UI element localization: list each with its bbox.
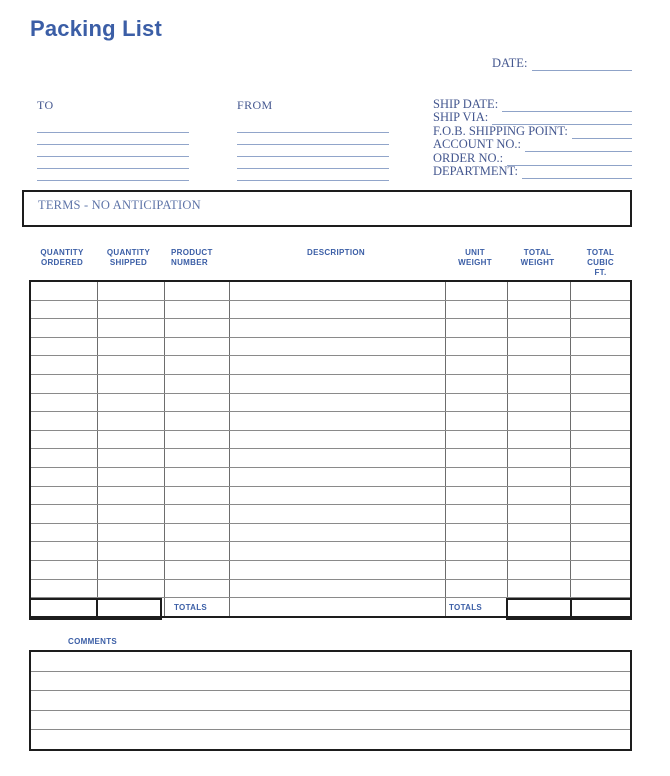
table-cell[interactable] bbox=[229, 467, 445, 486]
table-cell[interactable] bbox=[445, 337, 507, 356]
table-cell[interactable] bbox=[507, 505, 570, 524]
table-cell[interactable] bbox=[570, 319, 630, 338]
table-cell[interactable] bbox=[507, 560, 570, 579]
totals-weight-divider bbox=[570, 600, 572, 618]
table-cell[interactable] bbox=[164, 393, 229, 412]
items-table-body bbox=[31, 282, 630, 616]
table-row bbox=[31, 337, 630, 356]
table-row bbox=[31, 560, 630, 579]
table-cell[interactable] bbox=[97, 356, 164, 375]
table-cell[interactable] bbox=[31, 374, 97, 393]
table-cell[interactable] bbox=[570, 374, 630, 393]
date-label: DATE: bbox=[492, 56, 528, 70]
column-header-description bbox=[228, 248, 444, 258]
table-cell[interactable] bbox=[164, 430, 229, 449]
table-cell[interactable] bbox=[570, 486, 630, 505]
quantity-ordered-line-1: QUANTITY bbox=[40, 248, 84, 257]
table-cell[interactable] bbox=[31, 523, 97, 542]
table-row bbox=[31, 449, 630, 468]
fob-shipping-point-label: F.O.B. SHIPPING POINT: bbox=[433, 123, 568, 138]
department-input-rule[interactable] bbox=[522, 167, 632, 179]
table-cell[interactable] bbox=[31, 467, 97, 486]
table-cell[interactable] bbox=[570, 579, 630, 598]
order-no-input-rule[interactable] bbox=[507, 154, 632, 166]
table-cell[interactable] bbox=[164, 579, 229, 598]
table-cell[interactable] bbox=[229, 282, 445, 300]
table-row bbox=[31, 374, 630, 393]
department-field[interactable] bbox=[433, 166, 632, 180]
table-cell[interactable] bbox=[31, 430, 97, 449]
table-cell[interactable] bbox=[570, 560, 630, 579]
table-cell[interactable] bbox=[507, 356, 570, 375]
totals-weight-boxes[interactable] bbox=[506, 598, 632, 620]
table-cell[interactable] bbox=[229, 486, 445, 505]
to-line-3[interactable] bbox=[37, 145, 189, 157]
table-cell[interactable] bbox=[445, 430, 507, 449]
shipping-info-block bbox=[433, 98, 632, 179]
total-cubic-ft-line-3: FT. bbox=[594, 268, 607, 277]
table-cell[interactable] bbox=[229, 542, 445, 561]
table-cell[interactable] bbox=[31, 356, 97, 375]
table-cell[interactable] bbox=[97, 560, 164, 579]
table-cell[interactable] bbox=[570, 523, 630, 542]
table-cell[interactable] bbox=[507, 430, 570, 449]
fob-shipping-point-input-rule[interactable] bbox=[572, 127, 632, 139]
table-cell[interactable] bbox=[229, 430, 445, 449]
table-cell[interactable] bbox=[97, 393, 164, 412]
unit-weight-line-2: WEIGHT bbox=[458, 258, 492, 267]
table-cell[interactable] bbox=[570, 282, 630, 300]
table-cell[interactable] bbox=[507, 542, 570, 561]
table-cell[interactable] bbox=[97, 542, 164, 561]
table-cell[interactable] bbox=[31, 486, 97, 505]
table-cell[interactable] bbox=[229, 412, 445, 431]
totals-label-right: TOTALS bbox=[449, 603, 483, 612]
table-cell[interactable] bbox=[31, 300, 97, 319]
date-input-rule[interactable] bbox=[532, 58, 632, 71]
table-cell[interactable] bbox=[570, 505, 630, 524]
from-line-1[interactable] bbox=[237, 121, 389, 133]
comments-box[interactable] bbox=[29, 650, 632, 751]
table-cell[interactable] bbox=[164, 505, 229, 524]
totals-label-left: TOTALS bbox=[174, 603, 208, 612]
table-cell[interactable] bbox=[507, 300, 570, 319]
table-cell[interactable] bbox=[97, 300, 164, 319]
from-line-2[interactable] bbox=[237, 133, 389, 145]
account-no-input-rule[interactable] bbox=[525, 140, 632, 152]
from-line-5[interactable] bbox=[237, 169, 389, 181]
table-cell[interactable] bbox=[229, 579, 445, 598]
table-row bbox=[31, 393, 630, 412]
table-cell[interactable] bbox=[164, 486, 229, 505]
table-cell[interactable] bbox=[31, 542, 97, 561]
table-cell[interactable] bbox=[445, 282, 507, 300]
table-cell[interactable] bbox=[507, 449, 570, 468]
from-line-4[interactable] bbox=[237, 157, 389, 169]
table-cell[interactable] bbox=[164, 319, 229, 338]
table-cell[interactable] bbox=[570, 430, 630, 449]
table-cell[interactable] bbox=[445, 356, 507, 375]
table-cell[interactable] bbox=[507, 374, 570, 393]
table-cell[interactable] bbox=[164, 356, 229, 375]
table-cell[interactable] bbox=[445, 449, 507, 468]
total-weight-line-2: WEIGHT bbox=[520, 258, 555, 267]
comments-row bbox=[31, 671, 630, 691]
to-line-4[interactable] bbox=[37, 157, 189, 169]
table-cell[interactable] bbox=[507, 393, 570, 412]
order-no-label: ORDER NO.: bbox=[433, 150, 504, 165]
table-cell[interactable] bbox=[164, 542, 229, 561]
table-cell[interactable] bbox=[164, 412, 229, 431]
table-cell[interactable] bbox=[229, 523, 445, 542]
table-row bbox=[31, 486, 630, 505]
table-cell[interactable] bbox=[97, 486, 164, 505]
table-cell[interactable] bbox=[164, 374, 229, 393]
table-cell[interactable] bbox=[570, 467, 630, 486]
table-cell[interactable] bbox=[507, 467, 570, 486]
total-cubic-ft-line-2: CUBIC bbox=[587, 258, 614, 267]
table-cell[interactable] bbox=[229, 337, 445, 356]
comments-row bbox=[31, 652, 630, 671]
table-cell[interactable] bbox=[445, 486, 507, 505]
table-cell[interactable] bbox=[445, 393, 507, 412]
table-cell[interactable] bbox=[445, 505, 507, 524]
terms-text: TERMS - NO ANTICIPATION bbox=[38, 198, 201, 212]
table-cell[interactable] bbox=[97, 412, 164, 431]
table-cell[interactable] bbox=[229, 449, 445, 468]
items-table bbox=[29, 280, 632, 618]
table-row bbox=[31, 300, 630, 319]
comments-cell[interactable] bbox=[31, 730, 630, 749]
table-cell[interactable] bbox=[164, 449, 229, 468]
table-cell[interactable] bbox=[97, 449, 164, 468]
quantity-shipped-line-1: QUANTITY bbox=[106, 248, 151, 257]
from-address-block bbox=[237, 98, 389, 181]
table-cell[interactable] bbox=[164, 282, 229, 300]
comments-cell[interactable] bbox=[31, 691, 630, 711]
table-cell[interactable] bbox=[164, 523, 229, 542]
table-row bbox=[31, 319, 630, 338]
table-cell[interactable] bbox=[97, 430, 164, 449]
table-cell[interactable] bbox=[507, 337, 570, 356]
table-cell[interactable] bbox=[445, 542, 507, 561]
comments-cell[interactable] bbox=[31, 652, 630, 671]
product-number-line-1: PRODUCT bbox=[171, 248, 213, 257]
table-cell[interactable] bbox=[97, 282, 164, 300]
table-cell[interactable] bbox=[164, 467, 229, 486]
table-cell[interactable] bbox=[31, 337, 97, 356]
table-cell[interactable] bbox=[570, 542, 630, 561]
table-cell[interactable] bbox=[445, 579, 507, 598]
ship-date-input-rule[interactable] bbox=[502, 100, 632, 112]
table-row bbox=[31, 356, 630, 375]
table-cell[interactable] bbox=[97, 579, 164, 598]
column-header-unit-weight bbox=[444, 248, 506, 268]
comments-label: COMMENTS bbox=[68, 637, 118, 646]
table-cell[interactable] bbox=[570, 449, 630, 468]
table-row bbox=[31, 430, 630, 449]
table-row bbox=[31, 282, 630, 300]
ship-via-label: SHIP VIA: bbox=[433, 110, 489, 124]
from-label: FROM bbox=[237, 98, 273, 112]
totals-row bbox=[29, 598, 632, 620]
table-cell[interactable] bbox=[445, 467, 507, 486]
table-cell[interactable] bbox=[97, 374, 164, 393]
to-line-1[interactable] bbox=[37, 121, 189, 133]
table-cell[interactable] bbox=[229, 319, 445, 338]
table-cell[interactable] bbox=[507, 486, 570, 505]
table-cell[interactable] bbox=[31, 282, 97, 300]
table-cell[interactable] bbox=[31, 393, 97, 412]
column-header-quantity-shipped bbox=[95, 248, 162, 268]
comments-row bbox=[31, 710, 630, 730]
table-cell[interactable] bbox=[164, 337, 229, 356]
comments-cell[interactable] bbox=[31, 710, 630, 730]
table-row bbox=[31, 467, 630, 486]
column-header-product-number bbox=[162, 248, 228, 268]
comments-table bbox=[31, 652, 630, 749]
table-cell[interactable] bbox=[570, 393, 630, 412]
quantity-ordered-line-2: ORDERED bbox=[40, 258, 84, 267]
table-cell[interactable] bbox=[31, 412, 97, 431]
table-cell[interactable] bbox=[164, 560, 229, 579]
product-number-line-2: NUMBER bbox=[171, 258, 208, 267]
table-cell[interactable] bbox=[445, 560, 507, 579]
table-cell[interactable] bbox=[507, 579, 570, 598]
totals-quantity-boxes[interactable] bbox=[29, 598, 162, 620]
table-cell[interactable] bbox=[229, 560, 445, 579]
account-no-label: ACCOUNT NO.: bbox=[433, 137, 521, 151]
table-cell[interactable] bbox=[97, 523, 164, 542]
table-cell[interactable] bbox=[229, 505, 445, 524]
table-row bbox=[31, 505, 630, 524]
ship-date-label: SHIP DATE: bbox=[433, 96, 499, 111]
to-label: TO bbox=[37, 98, 54, 112]
table-cell[interactable] bbox=[507, 282, 570, 300]
comments-row bbox=[31, 730, 630, 749]
table-cell[interactable] bbox=[97, 319, 164, 338]
table-cell[interactable] bbox=[507, 523, 570, 542]
table-cell[interactable] bbox=[570, 337, 630, 356]
table-cell[interactable] bbox=[229, 300, 445, 319]
table-cell[interactable] bbox=[445, 374, 507, 393]
table-cell[interactable] bbox=[31, 319, 97, 338]
to-line-5[interactable] bbox=[37, 169, 189, 181]
table-row bbox=[31, 523, 630, 542]
comments-row bbox=[31, 691, 630, 711]
comments-cell[interactable] bbox=[31, 671, 630, 691]
table-row bbox=[31, 579, 630, 598]
from-line-3[interactable] bbox=[237, 145, 389, 157]
table-cell[interactable] bbox=[97, 337, 164, 356]
column-header-total-cubic-ft bbox=[569, 248, 632, 278]
table-cell[interactable] bbox=[570, 356, 630, 375]
table-cell[interactable] bbox=[445, 319, 507, 338]
table-cell[interactable] bbox=[164, 300, 229, 319]
table-cell[interactable] bbox=[445, 523, 507, 542]
table-row bbox=[31, 412, 630, 431]
table-cell[interactable] bbox=[31, 449, 97, 468]
to-line-2[interactable] bbox=[37, 133, 189, 145]
table-cell[interactable] bbox=[97, 467, 164, 486]
column-header-total-weight bbox=[506, 248, 569, 268]
table-cell[interactable] bbox=[229, 374, 445, 393]
table-cell[interactable] bbox=[507, 319, 570, 338]
table-cell[interactable] bbox=[31, 505, 97, 524]
to-address-block bbox=[37, 98, 189, 181]
table-cell[interactable] bbox=[31, 579, 97, 598]
table-cell[interactable] bbox=[570, 412, 630, 431]
table-cell[interactable] bbox=[31, 560, 97, 579]
page-title: Packing List bbox=[30, 16, 162, 41]
total-cubic-ft-line-1: TOTAL bbox=[586, 248, 615, 257]
totals-quantity-divider bbox=[96, 600, 98, 618]
description-line-1: DESCRIPTION bbox=[307, 248, 365, 257]
table-cell[interactable] bbox=[229, 356, 445, 375]
table-cell[interactable] bbox=[445, 300, 507, 319]
table-cell[interactable] bbox=[445, 412, 507, 431]
table-cell[interactable] bbox=[570, 300, 630, 319]
terms-box[interactable] bbox=[22, 190, 632, 227]
table-cell[interactable] bbox=[507, 412, 570, 431]
table-row bbox=[31, 542, 630, 561]
date-field[interactable] bbox=[492, 56, 632, 71]
table-cell[interactable] bbox=[229, 393, 445, 412]
column-header-quantity-ordered bbox=[29, 248, 95, 268]
quantity-shipped-line-2: SHIPPED bbox=[109, 258, 148, 267]
unit-weight-line-1: UNIT bbox=[465, 248, 485, 257]
department-label: DEPARTMENT: bbox=[433, 164, 518, 178]
total-weight-line-1: TOTAL bbox=[523, 248, 552, 257]
table-cell[interactable] bbox=[97, 505, 164, 524]
